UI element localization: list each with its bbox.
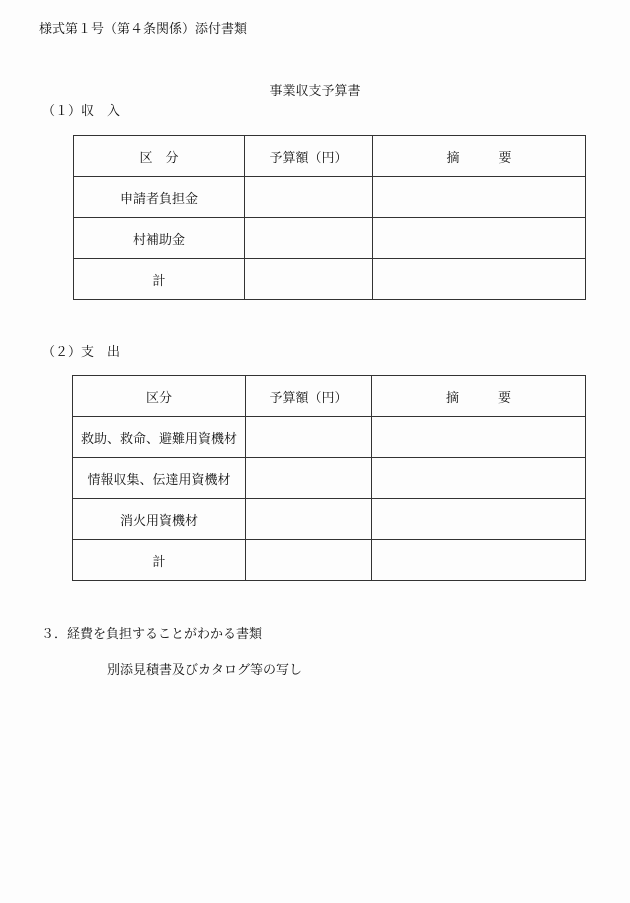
income-heading: （１）収 入	[42, 104, 121, 119]
income-amount-cell	[245, 218, 373, 259]
table-row	[73, 540, 586, 581]
expense-remarks-cell	[372, 417, 586, 458]
expense-header-amount: 予算額（円）	[246, 376, 372, 417]
table-row	[74, 259, 586, 300]
income-category-cell: 計	[74, 259, 245, 300]
supporting-docs-text: 別添見積書及びカタログ等の写し	[107, 663, 303, 678]
table-row	[73, 458, 586, 499]
income-remarks-cell	[373, 218, 586, 259]
income-amount-cell	[245, 259, 373, 300]
income-header-remarks: 摘 要	[373, 136, 586, 177]
supporting-docs-heading: ３．経費を負担することがわかる書類	[41, 627, 263, 642]
income-remarks-cell	[373, 177, 586, 218]
expense-category-cell: 計	[73, 540, 246, 581]
expense-table	[72, 375, 586, 581]
expense-remarks-cell	[372, 540, 586, 581]
form-reference: 様式第１号（第４条関係）添付書類	[39, 22, 248, 37]
table-row	[73, 499, 586, 540]
table-row	[74, 218, 586, 259]
table-row	[74, 177, 586, 218]
expense-category-cell: 消火用資機材	[73, 499, 246, 540]
income-table	[73, 135, 586, 300]
expense-amount-cell	[246, 417, 372, 458]
income-header-amount: 予算額（円）	[245, 136, 373, 177]
income-header-category: 区 分	[74, 136, 245, 177]
expense-remarks-cell	[372, 499, 586, 540]
expense-category-cell: 情報収集、伝達用資機材	[73, 458, 246, 499]
expense-amount-cell	[246, 499, 372, 540]
expense-header-row	[73, 376, 586, 417]
table-row	[73, 417, 586, 458]
expense-category-cell: 救助、救命、避難用資機材	[73, 417, 246, 458]
expense-amount-cell	[246, 540, 372, 581]
income-header-row	[74, 136, 586, 177]
income-amount-cell	[245, 177, 373, 218]
income-category-cell: 村補助金	[74, 218, 245, 259]
expense-heading: （２）支 出	[42, 345, 121, 360]
income-remarks-cell	[373, 259, 586, 300]
income-category-cell: 申請者負担金	[74, 177, 245, 218]
expense-amount-cell	[246, 458, 372, 499]
expense-header-remarks: 摘 要	[372, 376, 586, 417]
expense-header-category: 区分	[73, 376, 246, 417]
document-title: 事業収支予算書	[269, 84, 361, 99]
expense-remarks-cell	[372, 458, 586, 499]
